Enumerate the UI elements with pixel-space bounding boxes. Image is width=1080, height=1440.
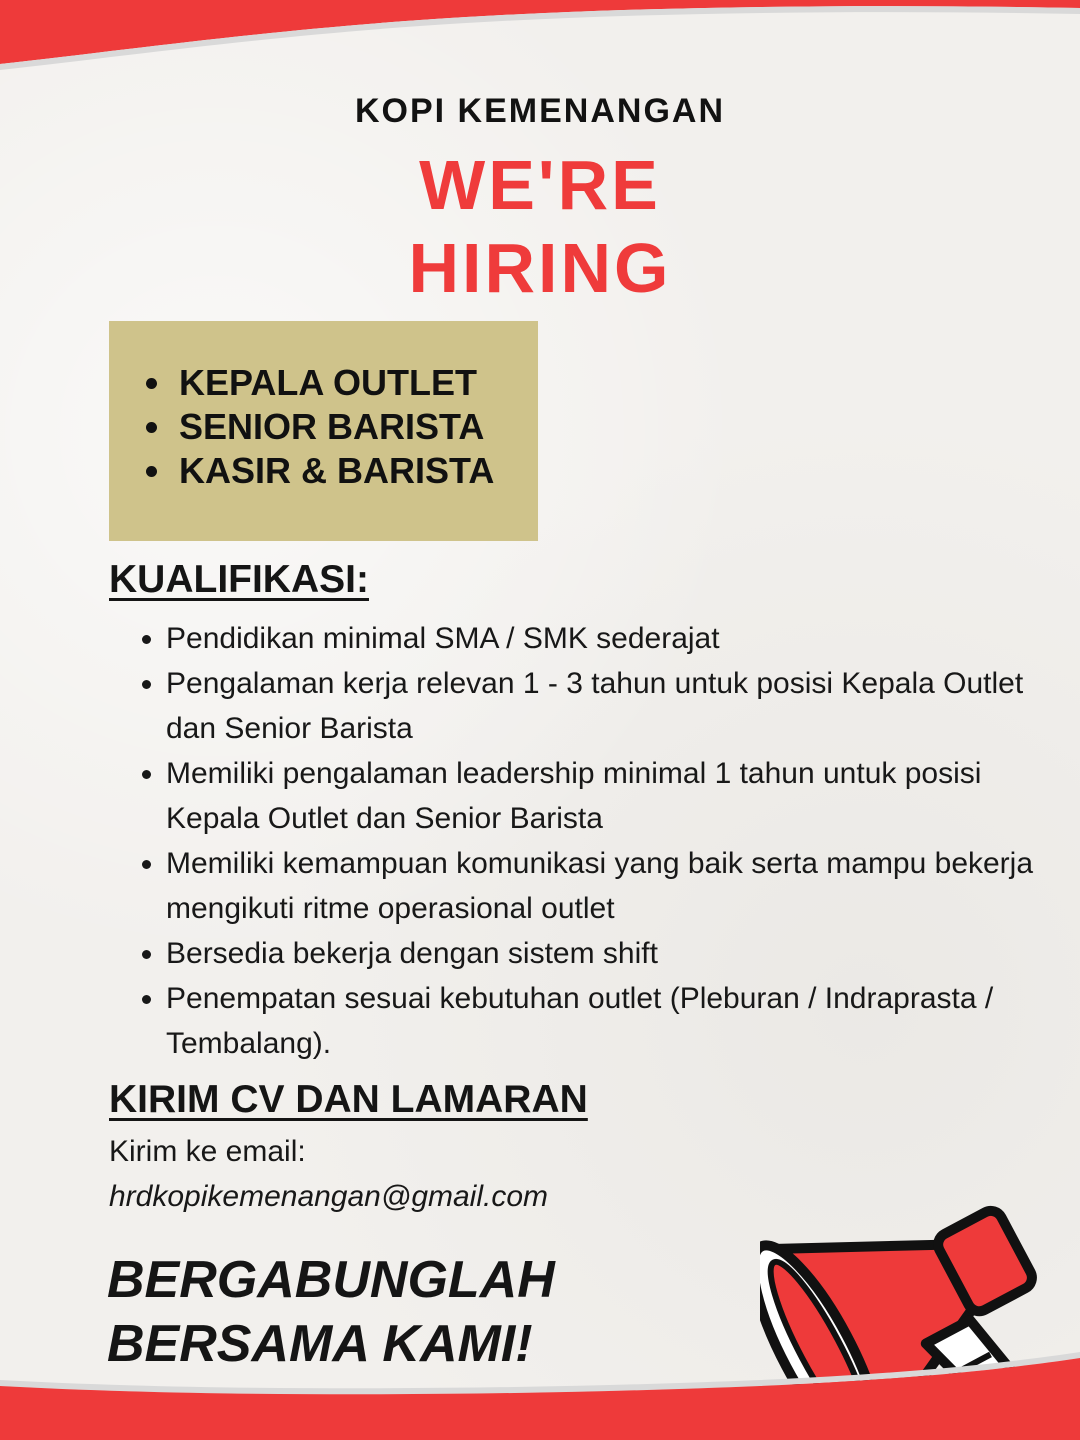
- headline-line-2: HIRING: [408, 229, 672, 307]
- qualifications-title: KUALIFIKASI:: [109, 558, 369, 601]
- position-item: • SENIOR BARISTA: [175, 405, 538, 449]
- headline-line-1: WE'RE: [419, 146, 661, 224]
- cta-line-2: BERSAMA KAMI!: [107, 1315, 533, 1373]
- qualification-item: • Memiliki pengalaman leadership minimal 1 tahun untuk posisi Kepala Outlet dan Senior Barista: [166, 751, 1046, 841]
- cta-line-1: BERGABUNGLAH: [107, 1251, 555, 1309]
- position-item: • KEPALA OUTLET: [175, 361, 538, 405]
- qualification-item: • Pengalaman kerja relevan 1 - 3 tahun untuk posisi Kepala Outlet dan Senior Barista: [166, 661, 1046, 751]
- qualification-item: • Penempatan sesuai kebutuhan outlet (Pleburan / Indraprasta / Tembalang).: [166, 976, 1046, 1066]
- qualification-item: • Bersedia bekerja dengan sistem shift: [166, 931, 1046, 976]
- positions-list: [109, 321, 538, 493]
- qualification-item: • Memiliki kemampuan komunikasi yang baik serta mampu bekerja mengikuti ritme operasional outlet: [166, 841, 1046, 931]
- email-address[interactable]: hrdkopikemenangan@gmail.com: [109, 1180, 549, 1213]
- brand-name: KOPI KEMENANGAN: [354, 92, 726, 130]
- application-title: KIRIM CV DAN LAMARAN: [109, 1078, 588, 1121]
- top-red-wave: [0, 0, 1080, 90]
- qualifications-list: [128, 616, 1046, 1066]
- bottom-red-wave: [0, 1350, 1080, 1440]
- positions-box: [109, 321, 538, 541]
- qualification-item: • Pendidikan minimal SMA / SMK sederajat: [166, 616, 1046, 661]
- email-label: Kirim ke email:: [109, 1135, 306, 1168]
- position-item: • KASIR & BARISTA: [175, 449, 538, 493]
